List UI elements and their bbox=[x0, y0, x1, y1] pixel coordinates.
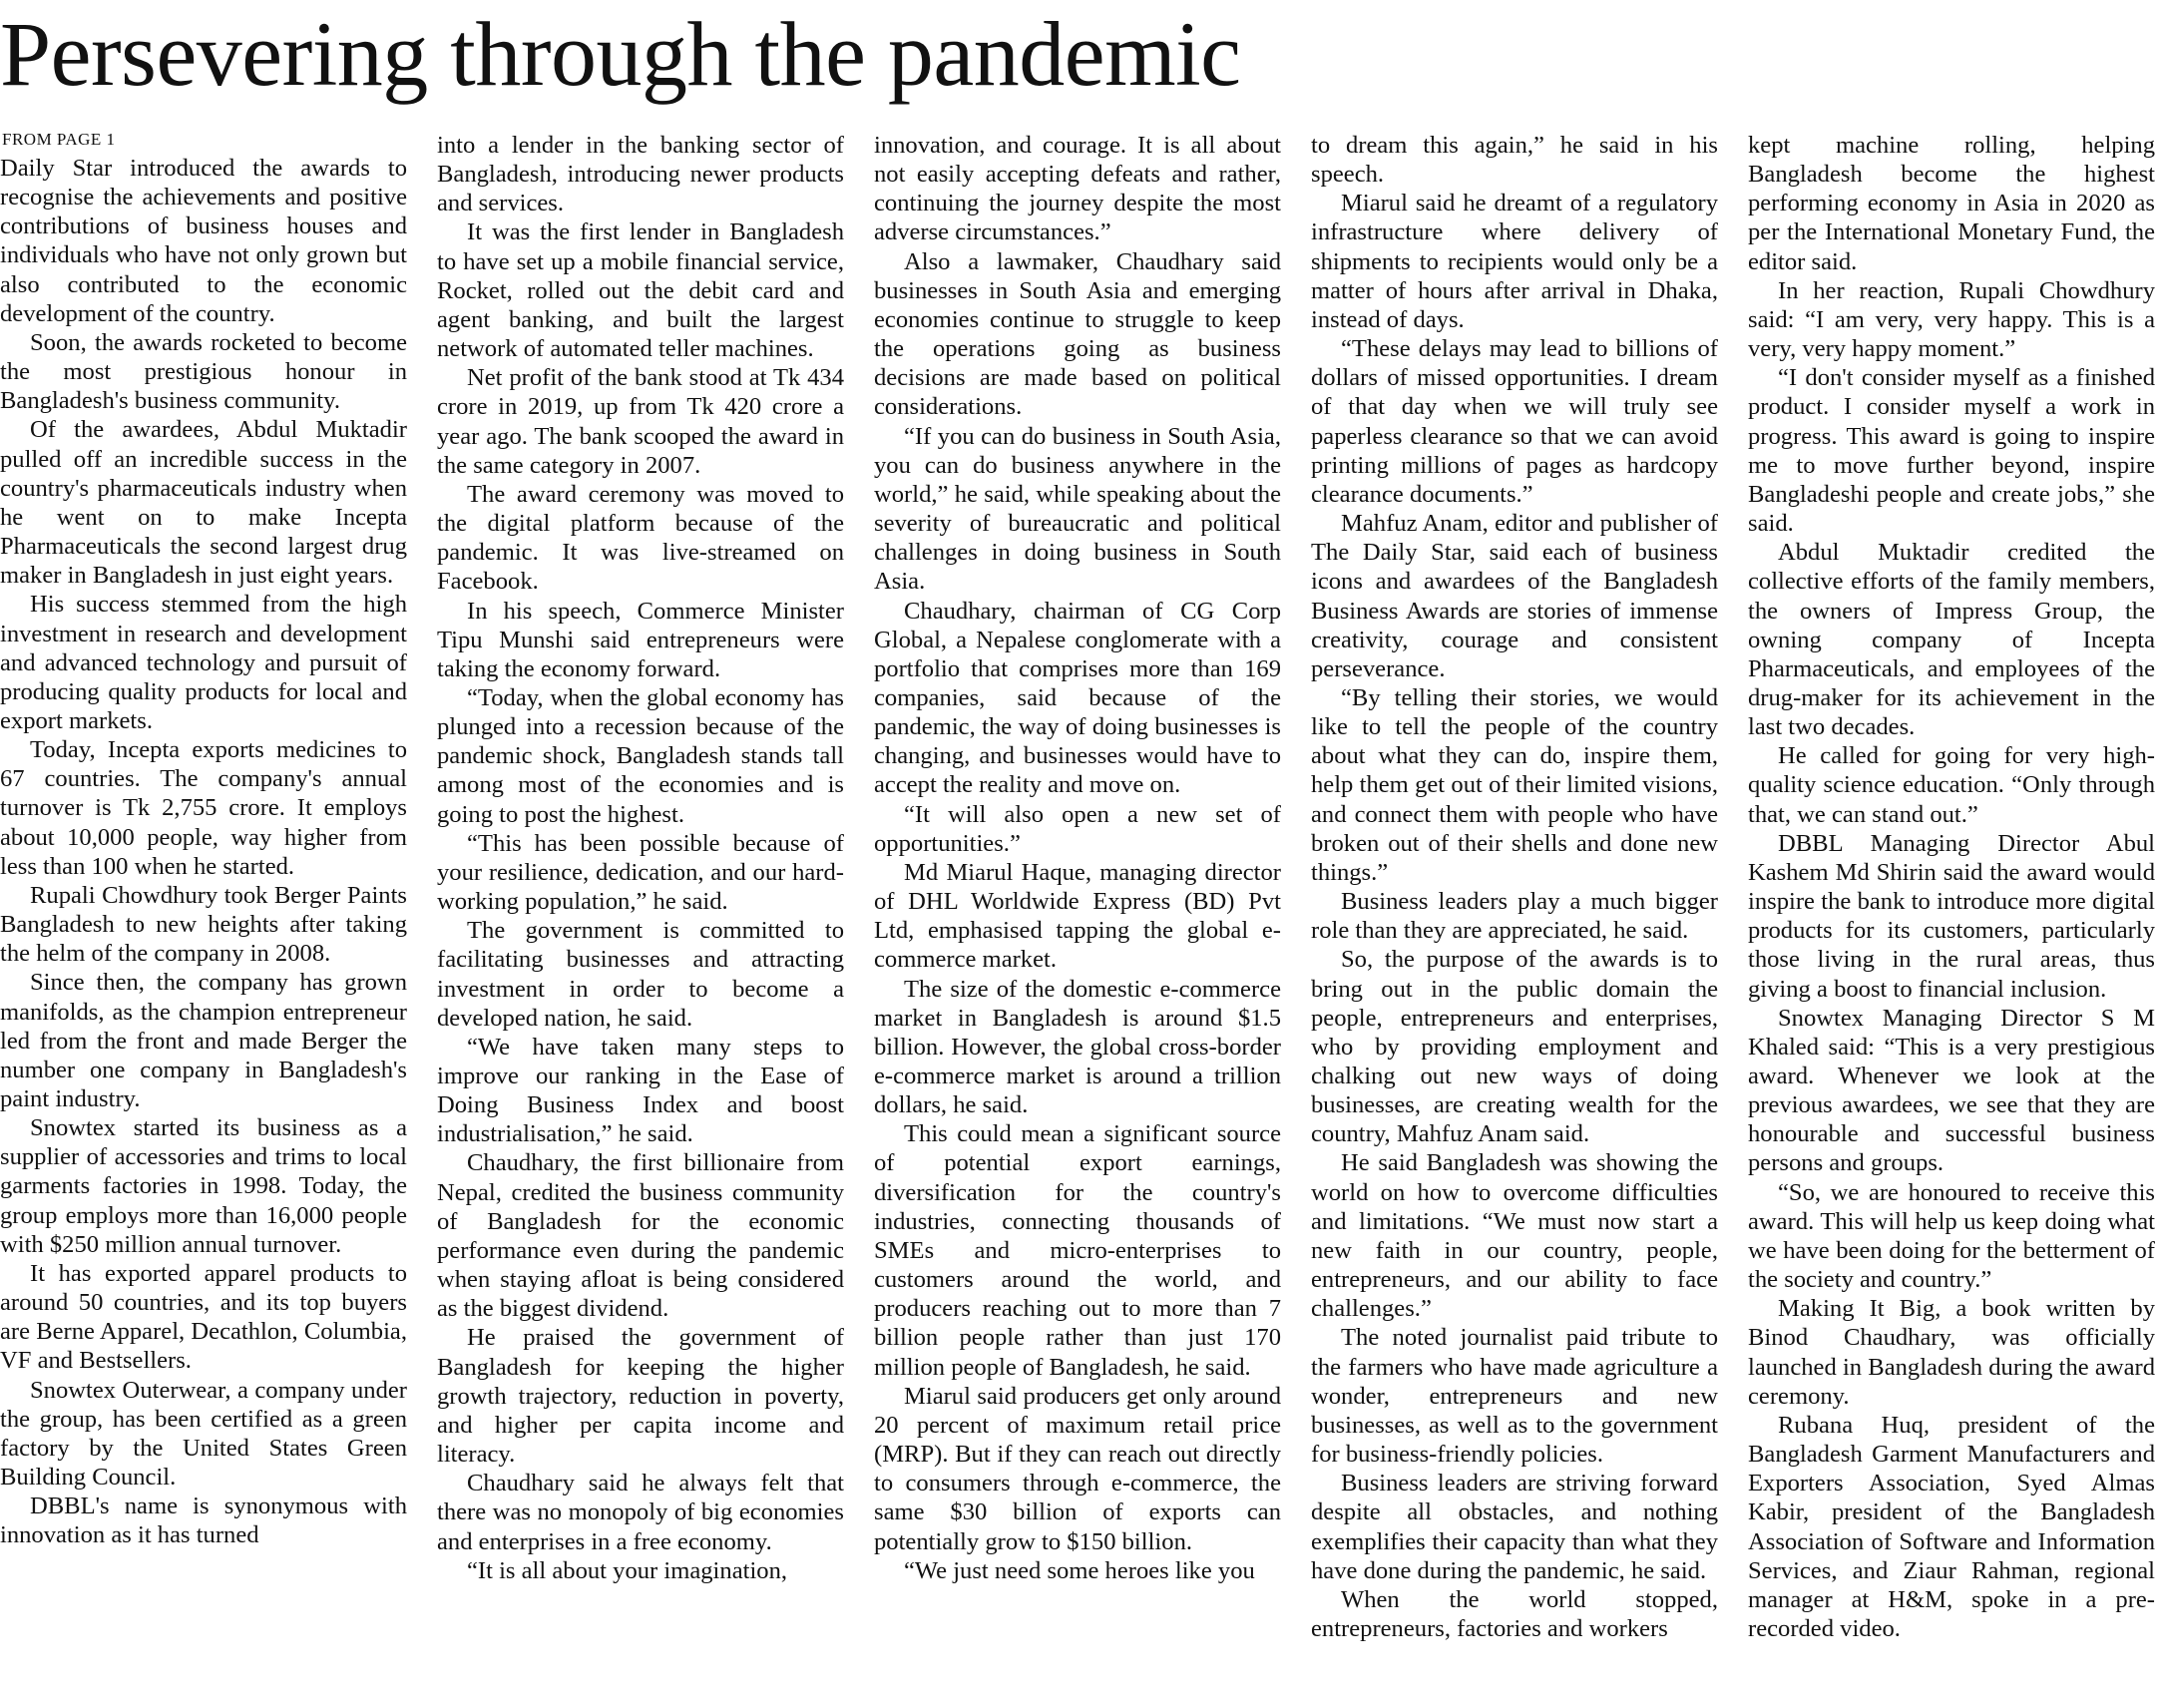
paragraph: Miarul said producers get only around 20 percent of maximum retail price (MRP). But if they can reach out directly to consumers through e-commerce, the same $30 billion of exports can potentially grow to $150 billion. bbox=[874, 1382, 1281, 1555]
paragraph: innovation, and courage. It is all about not easily accepting defeats and rather, continuing the journey despite the most adverse circumstances.” bbox=[874, 132, 1281, 246]
column-5 bbox=[1748, 131, 2155, 1708]
paragraph: Miarul said he dreamt of a regulatory infrastructure where delivery of shipments to recipients would only be a matter of hours after arrival in Dhaka, instead of days. bbox=[1311, 190, 1718, 333]
paragraph: His success stemmed from the high investment in research and development and advanced technology and pursuit of producing quality products for local and export markets. bbox=[0, 591, 407, 734]
paragraph: This could mean a significant source of potential export earnings, diversification for the country's industries, connecting thousands of SMEs and micro-enterprises to customers around the world, and producers reaching out to more than 7 billion people rather than just 170 million people of Bangladesh, he said. bbox=[874, 1120, 1281, 1381]
article-body bbox=[0, 131, 2157, 1708]
paragraph: Abdul Muktadir credited the collective efforts of the family members, the owners of Impress Group, the owning company of Incepta Pharmaceuticals, and employees of the drug-maker for its achievement in the last two decades. bbox=[1748, 539, 2155, 741]
paragraph: In her reaction, Rupali Chowdhury said: “I am very, very happy. This is a very, very happy moment.” bbox=[1748, 276, 2155, 363]
paragraph: DBBL's name is synonymous with innovation as it has turned bbox=[0, 1493, 407, 1549]
paragraph: Rupali Chowdhury took Berger Paints Bangladesh to new heights after taking the helm of the company in 2008. bbox=[0, 881, 407, 968]
paragraph: Snowtex started its business as a supplier of accessories and trims to local garments factories in 1998. Today, the group employs more than 16,000 people with $250 million annual turnover. bbox=[0, 1114, 407, 1258]
column-3 bbox=[874, 131, 1281, 1708]
paragraph: Chaudhary, chairman of CG Corp Global, a Nepalese conglomerate with a portfolio that comprises more than 169 companies, said because of the pandemic, the way of doing businesses is changing, and businesses would have to accept the reality and move on. bbox=[874, 597, 1281, 799]
paragraph: kept machine rolling, helping Bangladesh become the highest performing economy in Asia in 2020 as per the International Monetary Fund, the editor said. bbox=[1748, 132, 2155, 275]
paragraph: So, the purpose of the awards is to bring out in the public domain the people, entrepreneurs and enterprises, who by providing employment and chalking out new ways of doing businesses, are creating wealth for the country, Mahfuz Anam said. bbox=[1311, 946, 1718, 1148]
paragraph: Daily Star introduced the awards to recognise the achievements and positive contributions of business houses and individuals who have not only grown but also contributed to the economic development of the country. bbox=[0, 155, 407, 327]
paragraph: Mahfuz Anam, editor and publisher of The Daily Star, said each of business icons and awardees of the Bangladesh Business Awards are stories of immense creativity, courage and consistent perseverance. bbox=[1311, 510, 1718, 682]
paragraph: Since then, the company has grown manifolds, as the champion entrepreneur led from the front and made Berger the number one company in Bangladesh's paint industry. bbox=[0, 969, 407, 1112]
paragraph: DBBL Managing Director Abul Kashem Md Shirin said the award would inspire the bank to introduce more digital products for its customers, particularly those living in the rural areas, thus giving a boost to financial inclusion. bbox=[1748, 829, 2155, 1003]
paragraph: “We have taken many steps to improve our ranking in the Ease of Doing Business Index and boost industrialisation,” he said. bbox=[437, 1033, 844, 1148]
paragraph: Chaudhary said he always felt that there was no monopoly of big economies and enterprises in a free economy. bbox=[437, 1470, 844, 1555]
paragraph: The size of the domestic e-commerce market in Bangladesh is around $1.5 billion. However, the global cross-border e-commerce market is around a trillion dollars, he said. bbox=[874, 975, 1281, 1119]
paragraph: “It will also open a new set of opportunities.” bbox=[874, 800, 1281, 857]
paragraph: “We just need some heroes like you bbox=[904, 1556, 1255, 1584]
paragraph: It was the first lender in Bangladesh to have set up a mobile financial service, Rocket, rolled out the debit card and agent banking, and built the largest network of automated teller machines. bbox=[437, 218, 844, 363]
paragraph: He said Bangladesh was showing the world on how to overcome difficulties and limitations. “We must now start a new faith in our country, people, entrepreneurs, and our ability to face challenges.” bbox=[1311, 1149, 1718, 1323]
paragraph: into a lender in the banking sector of Bangladesh, introducing newer products and services. bbox=[437, 132, 844, 217]
paragraph: “By telling their stories, we would like to tell the people of the country about what they can do, inspire them, help them get out of their limited visions, and connect them with people who have broken out of their shells and done new things.” bbox=[1311, 683, 1718, 886]
paragraph: In his speech, Commerce Minister Tipu Munshi said entrepreneurs were taking the economy forward. bbox=[437, 597, 844, 682]
paragraph: Snowtex Outerwear, a company under the group, has been certified as a green factory by the United States Green Building Council. bbox=[0, 1376, 407, 1492]
paragraph: “It is all about your imagination, bbox=[467, 1556, 788, 1584]
paragraph: Business leaders are striving forward despite all obstacles, and nothing exemplifies their capacity than what they have done during the pandemic, he said. bbox=[1311, 1470, 1718, 1584]
paragraph: Also a lawmaker, Chaudhary said businesses in South Asia and emerging economies continue to struggle to keep the operations going as business decisions are made based on political considerations. bbox=[874, 247, 1281, 421]
paragraph: to dream this again,” he said in his speech. bbox=[1311, 132, 1718, 189]
paragraph: Chaudhary, the first billionaire from Nepal, credited the business community of Bangladesh for the economic performance even during the pandemic when staying afloat is being considered as the biggest dividend. bbox=[437, 1149, 844, 1323]
column-2 bbox=[437, 131, 844, 1708]
paragraph: He praised the government of Bangladesh for keeping the higher growth trajectory, reduction in poverty, and higher per capita income and literacy. bbox=[437, 1324, 844, 1469]
headline: Persevering through the pandemic bbox=[0, 3, 1241, 105]
paragraph: “This has been possible because of your resilience, dedication, and our hard-working population,” he said. bbox=[437, 829, 844, 916]
paragraph: Net profit of the bank stood at Tk 434 crore in 2019, up from Tk 420 crore a year ago. The bank scooped the award in the same category in 2007. bbox=[437, 364, 844, 479]
paragraph: “These delays may lead to billions of dollars of missed opportunities. I dream of that day when we will truly see paperless clearance so that we can avoid printing millions of pages as hardcopy clearance documents.” bbox=[1311, 335, 1718, 508]
paragraph: When the world stopped, entrepreneurs, factories and workers bbox=[1311, 1585, 1718, 1642]
paragraph: The award ceremony was moved to the digital platform because of the pandemic. It was live-streamed on Facebook. bbox=[437, 480, 844, 596]
paragraph: The noted journalist paid tribute to the farmers who have made agriculture a wonder, entrepreneurs and new businesses, as well as to the government for business-friendly policies. bbox=[1311, 1324, 1718, 1469]
paragraph: Md Miarul Haque, managing director of DHL Worldwide Express (BD) Pvt Ltd, emphasised tapping the global e-commerce market. bbox=[874, 858, 1281, 974]
paragraph: “Today, when the global economy has plunged into a recession because of the pandemic shock, Bangladesh stands tall among most of the economies and is going to post the highest. bbox=[437, 683, 844, 828]
column-1 bbox=[0, 154, 407, 1708]
paragraph: Of the awardees, Abdul Muktadir pulled off an incredible success in the country's pharmaceuticals industry when he went on to make Incepta Pharmaceuticals the second largest drug maker in Bangladesh in just eight years. bbox=[0, 416, 407, 590]
paragraph: “So, we are honoured to receive this award. This will help us keep doing what we have been doing for the betterment of the society and country.” bbox=[1748, 1178, 2155, 1294]
paragraph: He called for going for very high-quality science education. “Only through that, we can stand out.” bbox=[1748, 742, 2155, 828]
paragraph: “I don't consider myself as a finished product. I consider myself a work in progress. This award is going to inspire me to move further beyond, inspire Bangladeshi people and create jobs,” she said. bbox=[1748, 364, 2155, 538]
paragraph: It has exported apparel products to around 50 countries, and its top buyers are Berne Apparel, Decathlon, Columbia, VF and Bestsellers. bbox=[0, 1259, 407, 1375]
paragraph: The government is committed to facilitating businesses and attracting investment in order to become a developed nation, he said. bbox=[437, 917, 844, 1032]
paragraph: Snowtex Managing Director S M Khaled said: “This is a very prestigious award. Whenever we look at the previous awardees, we see that they are honourable and successful business persons and groups. bbox=[1748, 1004, 2155, 1177]
paragraph: Soon, the awards rocketed to become the most prestigious honour in Bangladesh's business community. bbox=[0, 328, 407, 415]
kicker-from-page-1: FROM PAGE 1 bbox=[2, 130, 116, 149]
paragraph: Business leaders play a much bigger role than they are appreciated, he said. bbox=[1311, 888, 1718, 945]
column-4 bbox=[1311, 131, 1718, 1708]
paragraph: Today, Incepta exports medicines to 67 countries. The company's annual turnover is Tk 2,755 crore. It employs about 10,000 people, way higher from less than 100 when he started. bbox=[0, 736, 407, 880]
paragraph: Rubana Huq, president of the Bangladesh Garment Manufacturers and Exporters Association, Syed Almas Kabir, president of the Bangladesh Association of Software and Information Services, and Ziaur Rahman, regional manager at H&M, spoke in a pre-recorded video. bbox=[1748, 1411, 2155, 1642]
paragraph: “If you can do business in South Asia, you can do business anywhere in the world,” he said, while speaking about the severity of bureaucratic and political challenges in doing business in South Asia. bbox=[874, 422, 1281, 596]
paragraph: Making It Big, a book written by Binod Chaudhary, was officially launched in Bangladesh during the award ceremony. bbox=[1748, 1295, 2155, 1410]
